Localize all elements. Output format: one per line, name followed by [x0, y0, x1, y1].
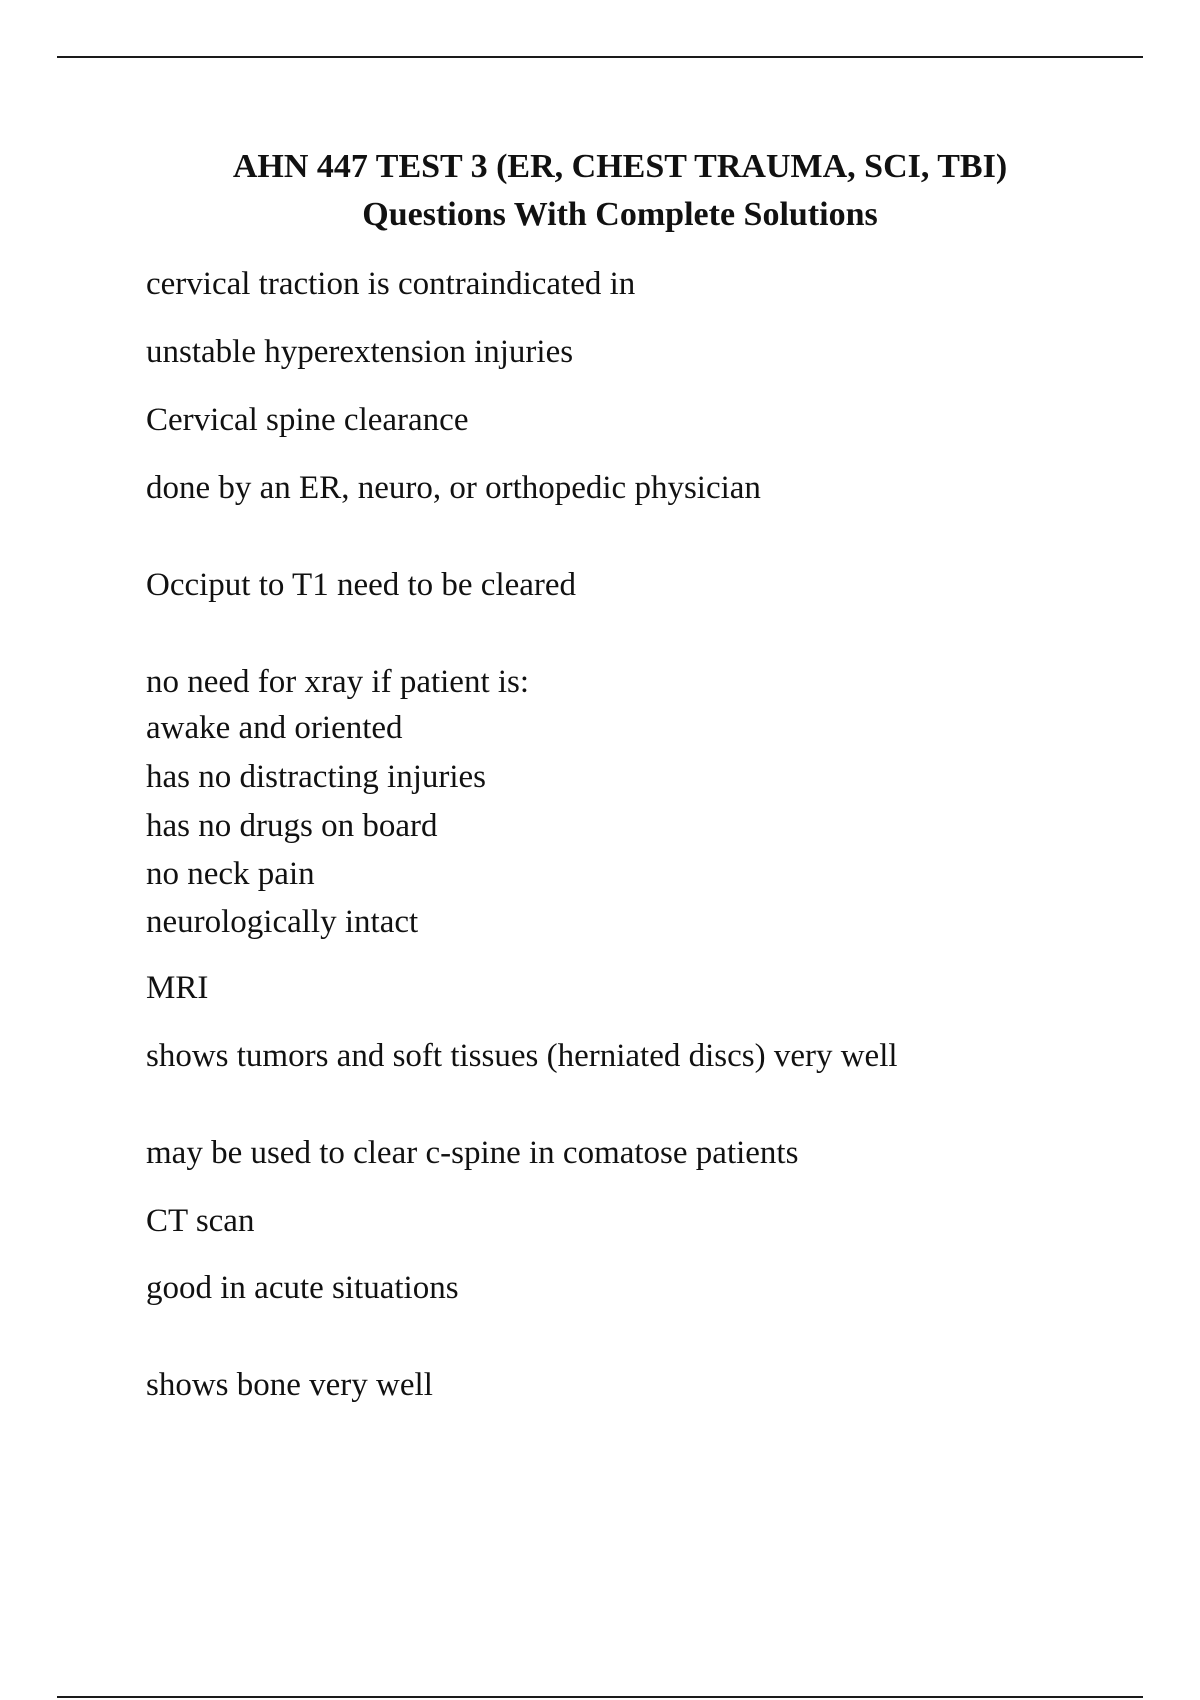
answer-line: neurologically intact: [146, 904, 419, 940]
answer-line: awake and oriented: [146, 710, 403, 746]
answer-line: done by an ER, neuro, or orthopedic physician: [146, 470, 761, 506]
answer-cervical-traction: unstable hyperextension injuries: [146, 334, 574, 370]
question-ct-scan: CT scan: [146, 1203, 255, 1239]
top-rule: [57, 56, 1143, 58]
answer-line: no neck pain: [146, 856, 315, 892]
bottom-rule: [57, 1696, 1143, 1698]
title-line-1: AHN 447 TEST 3 (ER, CHEST TRAUMA, SCI, TBI): [232, 148, 1008, 185]
answer-line: good in acute situations: [146, 1270, 459, 1306]
answer-line: no need for xray if patient is:: [146, 664, 530, 700]
answer-line: has no drugs on board: [146, 808, 438, 844]
answer-line: has no distracting injuries: [146, 759, 487, 795]
answer-line: Occiput to T1 need to be cleared: [146, 567, 577, 603]
answer-line: may be used to clear c-spine in comatose patients: [146, 1135, 799, 1171]
answer-line: shows tumors and soft tissues (herniated discs) very well: [146, 1038, 898, 1074]
question-mri: MRI: [146, 970, 209, 1006]
document-title: [0, 143, 1200, 239]
question-cervical-traction: cervical traction is contraindicated in: [146, 266, 636, 302]
question-spine-clearance: Cervical spine clearance: [146, 402, 469, 438]
answer-line: shows bone very well: [146, 1367, 433, 1403]
title-line-2: Questions With Complete Solutions: [362, 196, 878, 233]
